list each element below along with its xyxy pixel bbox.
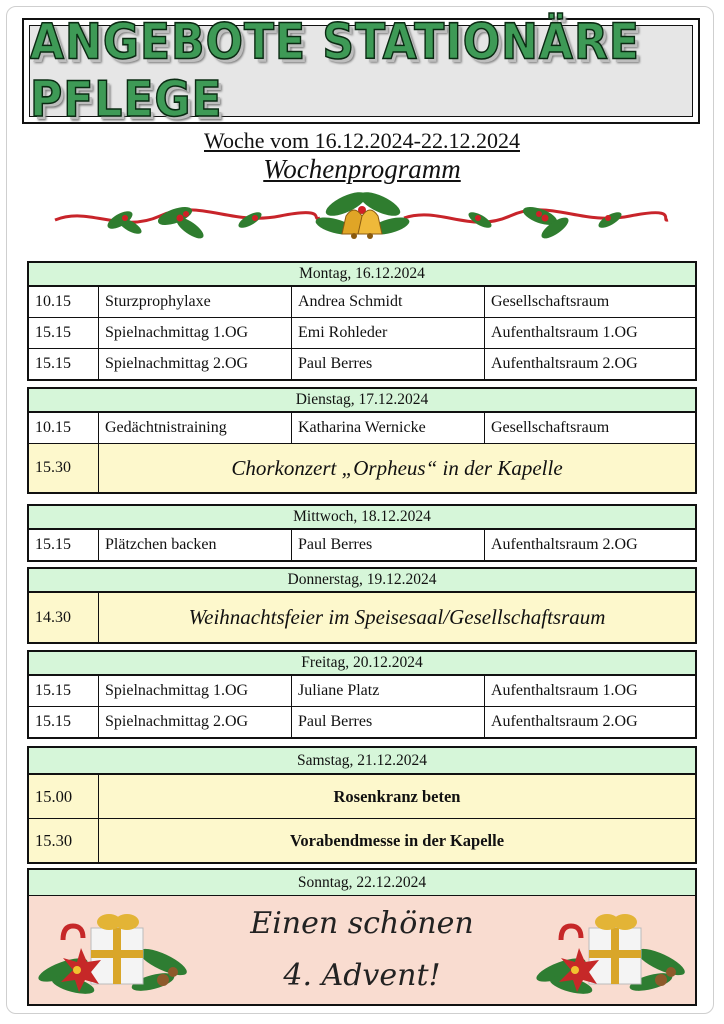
- table-row: 10.15 Sturzprophylaxe Andrea Schmidt Gesellschaftsraum: [29, 286, 695, 317]
- table-row: 10.15 Gedächtnistraining Katharina Wernicke Gesellschaftsraum: [29, 412, 695, 443]
- day-tuesday: [27, 387, 697, 494]
- program-heading: Wochenprogramm: [263, 154, 461, 184]
- special-event-row: 15.30 Chorkonzert „Orpheus“ in der Kapelle: [29, 443, 695, 492]
- table-row: 15.15 Spielnachmittag 2.OG Paul Berres Aufenthaltsraum 2.OG: [29, 706, 695, 737]
- day-sunday: [27, 868, 697, 1006]
- day-friday: [27, 650, 697, 739]
- page-title: ANGEBOTE STATIONÄRE PFLEGE: [30, 13, 640, 129]
- christmas-gift-icon: [531, 900, 691, 1000]
- advent-greeting: Einen schönen 4. Advent!: [250, 906, 474, 993]
- day-header: Samstag, 21.12.2024: [29, 748, 695, 774]
- week-range: Woche vom 16.12.2024-22.12.2024: [204, 128, 520, 153]
- table-row: 15.15 Plätzchen backen Paul Berres Aufenthaltsraum 2.OG: [29, 529, 695, 560]
- christmas-garland-icon: [50, 186, 674, 250]
- event-title: Weihnachtsfeier im Speisesaal/Gesellschaftsraum: [98, 593, 695, 642]
- day-header: Dienstag, 17.12.2024: [29, 389, 695, 412]
- day-thursday: [27, 567, 697, 644]
- event-title: Chorkonzert „Orpheus“ in der Kapelle: [98, 444, 695, 492]
- day-header: Donnerstag, 19.12.2024: [29, 569, 695, 592]
- day-header: Mittwoch, 18.12.2024: [29, 506, 695, 529]
- table-row: 15.15 Spielnachmittag 2.OG Paul Berres Aufenthaltsraum 2.OG: [29, 348, 695, 379]
- day-wednesday: [27, 504, 697, 562]
- sunday-greeting-panel: [29, 896, 695, 1004]
- special-event-row: 15.00 Rosenkranz beten: [29, 774, 695, 818]
- day-header: Freitag, 20.12.2024: [29, 652, 695, 675]
- event-title: Rosenkranz beten: [98, 775, 695, 818]
- table-row: 15.15 Spielnachmittag 1.OG Emi Rohleder Aufenthaltsraum 1.OG: [29, 317, 695, 348]
- special-event-row: 15.30 Vorabendmesse in der Kapelle: [29, 818, 695, 862]
- day-monday: [27, 261, 697, 381]
- table-row: 15.15 Spielnachmittag 1.OG Juliane Platz Aufenthaltsraum 1.OG: [29, 675, 695, 706]
- event-title: Vorabendmesse in der Kapelle: [98, 819, 695, 862]
- day-header: Montag, 16.12.2024: [29, 263, 695, 286]
- special-event-row: 14.30 Weihnachtsfeier im Speisesaal/Gesellschaftsraum: [29, 592, 695, 642]
- title-banner: [22, 13, 700, 129]
- day-header: Sonntag, 22.12.2024: [29, 870, 695, 896]
- christmas-gift-icon: [33, 900, 193, 1000]
- day-saturday: [27, 746, 697, 864]
